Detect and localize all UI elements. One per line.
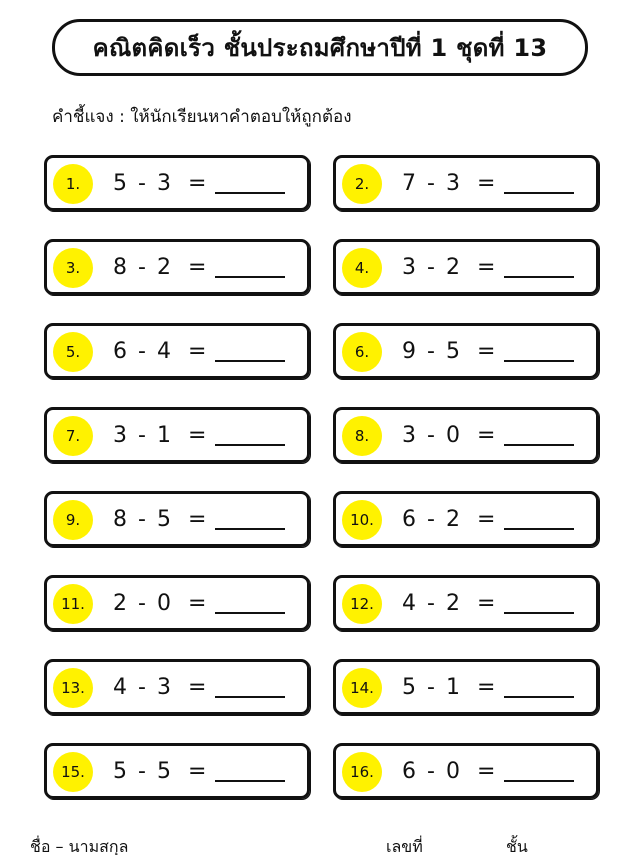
worksheet-title [52,19,588,76]
problem-number-badge: 6. [342,332,382,372]
problem-expression [113,746,285,796]
answer-blank[interactable] [504,780,574,782]
operator: - [427,506,436,532]
operator: - [138,254,147,280]
answer-blank[interactable] [215,276,285,278]
operator: - [427,758,436,784]
equals-sign: = [187,422,208,448]
operator: - [138,170,147,196]
equals-sign: = [187,338,208,364]
operand-a: 6 [113,338,128,364]
operand-b: 1 [156,422,172,448]
operator: - [138,338,147,364]
problem-card [44,575,310,631]
problem-number-badge: 8. [342,416,382,456]
problem-number-badge: 16. [342,752,382,792]
problem-number-badge: 15. [53,752,93,792]
answer-blank[interactable] [215,696,285,698]
operand-a: 9 [402,338,417,364]
operator: - [138,674,147,700]
answer-blank[interactable] [504,528,574,530]
operand-b: 5 [445,338,461,364]
problem-number-badge: 7. [53,416,93,456]
answer-blank[interactable] [504,696,574,698]
answer-blank[interactable] [215,192,285,194]
operand-a: 4 [402,590,417,616]
problem-card [44,491,310,547]
problem-number-badge: 2. [342,164,382,204]
operator: - [138,422,147,448]
operand-a: 6 [402,506,417,532]
equals-sign: = [476,590,497,616]
operand-a: 7 [402,170,417,196]
footer-number-label: เลขที่ [386,837,423,855]
operator: - [427,674,436,700]
problem-expression [113,578,285,628]
equals-sign: = [187,254,208,280]
problem-expression [113,662,285,712]
operand-b: 2 [156,254,172,280]
problem-card [44,323,310,379]
problem-card [333,155,599,211]
operand-b: 3 [445,170,461,196]
equals-sign: = [476,338,497,364]
operand-a: 5 [402,674,417,700]
equals-sign: = [187,758,208,784]
problem-card [333,407,599,463]
operand-a: 4 [113,674,128,700]
operand-b: 0 [445,758,461,784]
operand-a: 2 [113,590,128,616]
problem-card [333,659,599,715]
problem-expression [402,242,574,292]
operand-a: 3 [113,422,128,448]
title-text: คณิตคิดเร็ว ชั้นประถมศึกษาปีที่ 1 ชุดที่ 13 [92,34,548,62]
operator: - [427,590,436,616]
problem-number-badge: 5. [53,332,93,372]
operator: - [427,338,436,364]
answer-blank[interactable] [215,612,285,614]
equals-sign: = [476,506,497,532]
problem-expression [113,326,285,376]
problem-number-badge: 9. [53,500,93,540]
operator: - [427,254,436,280]
answer-blank[interactable] [504,444,574,446]
problem-number-badge: 12. [342,584,382,624]
problem-expression [113,242,285,292]
answer-blank[interactable] [504,360,574,362]
operand-a: 8 [113,506,128,532]
problem-number-badge: 1. [53,164,93,204]
answer-blank[interactable] [215,528,285,530]
problem-expression [402,158,574,208]
operand-b: 5 [156,758,172,784]
operator: - [427,170,436,196]
problem-expression [402,326,574,376]
answer-blank[interactable] [504,276,574,278]
operator: - [138,758,147,784]
footer-name-label: ชื่อ – นามสกุล [30,837,129,855]
operand-b: 2 [445,254,461,280]
operand-b: 0 [156,590,172,616]
instruction-text: คำชี้แจง : ให้นักเรียนหาคำตอบให้ถูกต้อง [52,107,352,127]
equals-sign: = [476,422,497,448]
operand-a: 5 [113,758,128,784]
answer-blank[interactable] [504,612,574,614]
problem-card [44,239,310,295]
problem-card [333,323,599,379]
problem-card [333,239,599,295]
operand-b: 3 [156,674,172,700]
problem-expression [113,410,285,460]
operand-b: 1 [445,674,461,700]
problem-card [44,407,310,463]
operator: - [427,422,436,448]
problem-expression [402,578,574,628]
problem-expression [402,746,574,796]
answer-blank[interactable] [215,780,285,782]
problem-number-badge: 4. [342,248,382,288]
operand-b: 3 [156,170,172,196]
problem-number-badge: 10. [342,500,382,540]
operand-b: 5 [156,506,172,532]
equals-sign: = [476,254,497,280]
problem-card [44,743,310,799]
problem-expression [113,158,285,208]
operand-a: 6 [402,758,417,784]
equals-sign: = [476,674,497,700]
problem-card [44,659,310,715]
equals-sign: = [476,758,497,784]
problem-expression [402,494,574,544]
problem-expression [402,662,574,712]
problem-number-badge: 13. [53,668,93,708]
operand-a: 3 [402,254,417,280]
problem-card [333,491,599,547]
operator: - [138,506,147,532]
equals-sign: = [187,506,208,532]
problem-number-badge: 11. [53,584,93,624]
operator: - [138,590,147,616]
problem-card [333,575,599,631]
problem-number-badge: 3. [53,248,93,288]
equals-sign: = [187,674,208,700]
operand-a: 5 [113,170,128,196]
problem-card [333,743,599,799]
problem-card [44,155,310,211]
equals-sign: = [187,590,208,616]
answer-blank[interactable] [504,192,574,194]
problem-number-badge: 14. [342,668,382,708]
operand-a: 8 [113,254,128,280]
answer-blank[interactable] [215,360,285,362]
operand-b: 2 [445,590,461,616]
operand-a: 3 [402,422,417,448]
operand-b: 2 [445,506,461,532]
operand-b: 4 [156,338,172,364]
operand-b: 0 [445,422,461,448]
footer-class-label: ชั้น [506,837,528,855]
answer-blank[interactable] [215,444,285,446]
equals-sign: = [476,170,497,196]
problem-expression [402,410,574,460]
problem-expression [113,494,285,544]
equals-sign: = [187,170,208,196]
